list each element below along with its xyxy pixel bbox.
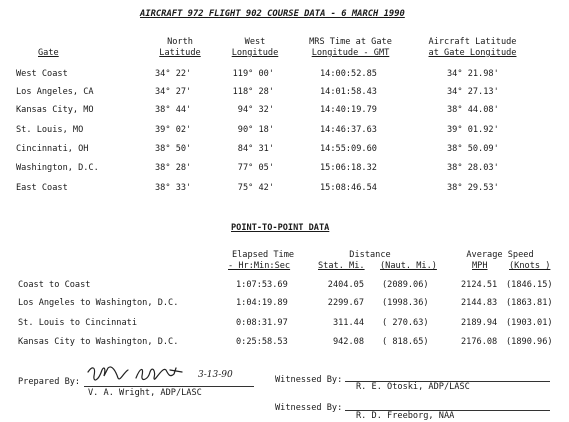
route-name: Kansas City to Washington, D.C. <box>18 337 179 347</box>
naut-miles: (2089.06) <box>382 280 429 290</box>
route-name: St. Louis to Cincinnati <box>18 318 137 328</box>
signature-line-prepared <box>84 386 254 387</box>
elapsed-time: 1:07:53.69 <box>236 280 288 290</box>
gate-name: East Coast <box>16 183 68 193</box>
elapsed-time: 0:08:31.97 <box>236 318 288 328</box>
stat-miles: 942.08 <box>332 337 364 347</box>
gate-name: West Coast <box>16 69 68 79</box>
gate-longitude: 94° 32' <box>237 105 274 115</box>
gate-name: Kansas City, MO <box>16 105 94 115</box>
gate-aircraft-latitude: 38° 50.09' <box>447 144 499 154</box>
header-ac-2: at Gate Longitude <box>428 48 517 58</box>
gate-longitude: 119° 00' <box>232 69 274 79</box>
gate-mrs-time: 14:40:19.79 <box>320 105 377 115</box>
gate-latitude: 38° 50' <box>155 144 192 154</box>
prepared-by-label: Prepared By: <box>18 377 81 387</box>
prepared-date: 3-13-90 <box>198 370 233 380</box>
gate-longitude: 77° 05' <box>237 163 274 173</box>
gate-latitude: 39° 02' <box>155 125 192 135</box>
header-speed: Average Speed <box>466 250 534 260</box>
header-lat-1: North <box>167 37 193 47</box>
gate-longitude: 90° 18' <box>237 125 274 135</box>
naut-miles: (1998.36) <box>382 298 429 308</box>
gate-aircraft-latitude: 38° 44.08' <box>447 105 499 115</box>
prepared-name: V. A. Wright, ADP/LASC <box>88 388 202 398</box>
gate-mrs-time: 14:00:52.85 <box>320 69 377 79</box>
speed-mph: 2144.83 <box>461 298 498 308</box>
header-naut-mi: (Naut. Mi.) <box>380 261 437 271</box>
gate-aircraft-latitude: 34° 27.13' <box>447 87 499 97</box>
stat-miles: 2299.67 <box>327 298 364 308</box>
header-mph: MPH <box>472 261 488 271</box>
header-lon-1: West <box>244 37 266 47</box>
header-mrs-2: Longitude - GMT <box>311 48 390 58</box>
document-title: AIRCRAFT 972 FLIGHT 902 COURSE DATA - 6 MARCH 1990 <box>140 9 405 19</box>
header-gate: Gate <box>38 48 59 58</box>
section-title: POINT-TO-POINT DATA <box>231 223 330 233</box>
handwritten-signature <box>84 362 214 386</box>
naut-miles: ( 270.63) <box>382 318 429 328</box>
elapsed-time: 0:25:58.53 <box>236 337 288 347</box>
header-stat-mi: Stat. Mi. <box>318 261 365 271</box>
speed-mph: 2124.51 <box>461 280 498 290</box>
witness-name-2: R. D. Freeborg, NAA <box>356 411 455 421</box>
header-ac-1: Aircraft Latitude <box>428 37 517 47</box>
gate-name: Washington, D.C. <box>16 163 99 173</box>
gate-name: Los Angeles, CA <box>16 87 94 97</box>
gate-name: St. Louis, MO <box>16 125 84 135</box>
elapsed-time: 1:04:19.89 <box>236 298 288 308</box>
gate-longitude: 75° 42' <box>237 183 274 193</box>
header-elapsed-2: - Hr:Min:Sec <box>228 261 291 271</box>
gate-latitude: 38° 33' <box>155 183 192 193</box>
gate-mrs-time: 14:55:09.60 <box>320 144 377 154</box>
witnessed-by-label-2: Witnessed By: <box>275 403 343 413</box>
speed-mph: 2189.94 <box>461 318 498 328</box>
gate-aircraft-latitude: 38° 28.03' <box>447 163 499 173</box>
header-knots: (Knots ) <box>509 261 551 271</box>
gate-mrs-time: 15:06:18.32 <box>320 163 377 173</box>
speed-knots: (1890.96) <box>506 337 553 347</box>
speed-knots: (1863.81) <box>506 298 553 308</box>
gate-aircraft-latitude: 38° 29.53' <box>447 183 499 193</box>
gate-name: Cincinnati, OH <box>16 144 89 154</box>
naut-miles: ( 818.65) <box>382 337 429 347</box>
gate-aircraft-latitude: 39° 01.92' <box>447 125 499 135</box>
witness-name-1: R. E. Otoski, ADP/LASC <box>356 382 470 392</box>
header-distance: Distance <box>349 250 391 260</box>
header-lon-2: Longitude <box>231 48 279 58</box>
gate-latitude: 34° 22' <box>155 69 192 79</box>
gate-longitude: 118° 28' <box>232 87 274 97</box>
gate-latitude: 38° 44' <box>155 105 192 115</box>
header-mrs-1: MRS Time at Gate <box>309 37 392 47</box>
gate-mrs-time: 14:01:58.43 <box>320 87 377 97</box>
gate-mrs-time: 15:08:46.54 <box>320 183 377 193</box>
stat-miles: 2404.05 <box>327 280 364 290</box>
speed-knots: (1903.01) <box>506 318 553 328</box>
speed-knots: (1846.15) <box>506 280 553 290</box>
header-lat-2: Latitude <box>159 48 201 58</box>
gate-longitude: 84° 31' <box>237 144 274 154</box>
header-elapsed-1: Elapsed Time <box>231 250 295 260</box>
gate-latitude: 38° 28' <box>155 163 192 173</box>
route-name: Los Angeles to Washington, D.C. <box>18 298 179 308</box>
gate-aircraft-latitude: 34° 21.98' <box>447 69 499 79</box>
gate-mrs-time: 14:46:37.63 <box>320 125 377 135</box>
witnessed-by-label-1: Witnessed By: <box>275 375 343 385</box>
gate-latitude: 34° 27' <box>155 87 192 97</box>
stat-miles: 311.44 <box>332 318 364 328</box>
speed-mph: 2176.08 <box>461 337 498 347</box>
route-name: Coast to Coast <box>18 280 91 290</box>
